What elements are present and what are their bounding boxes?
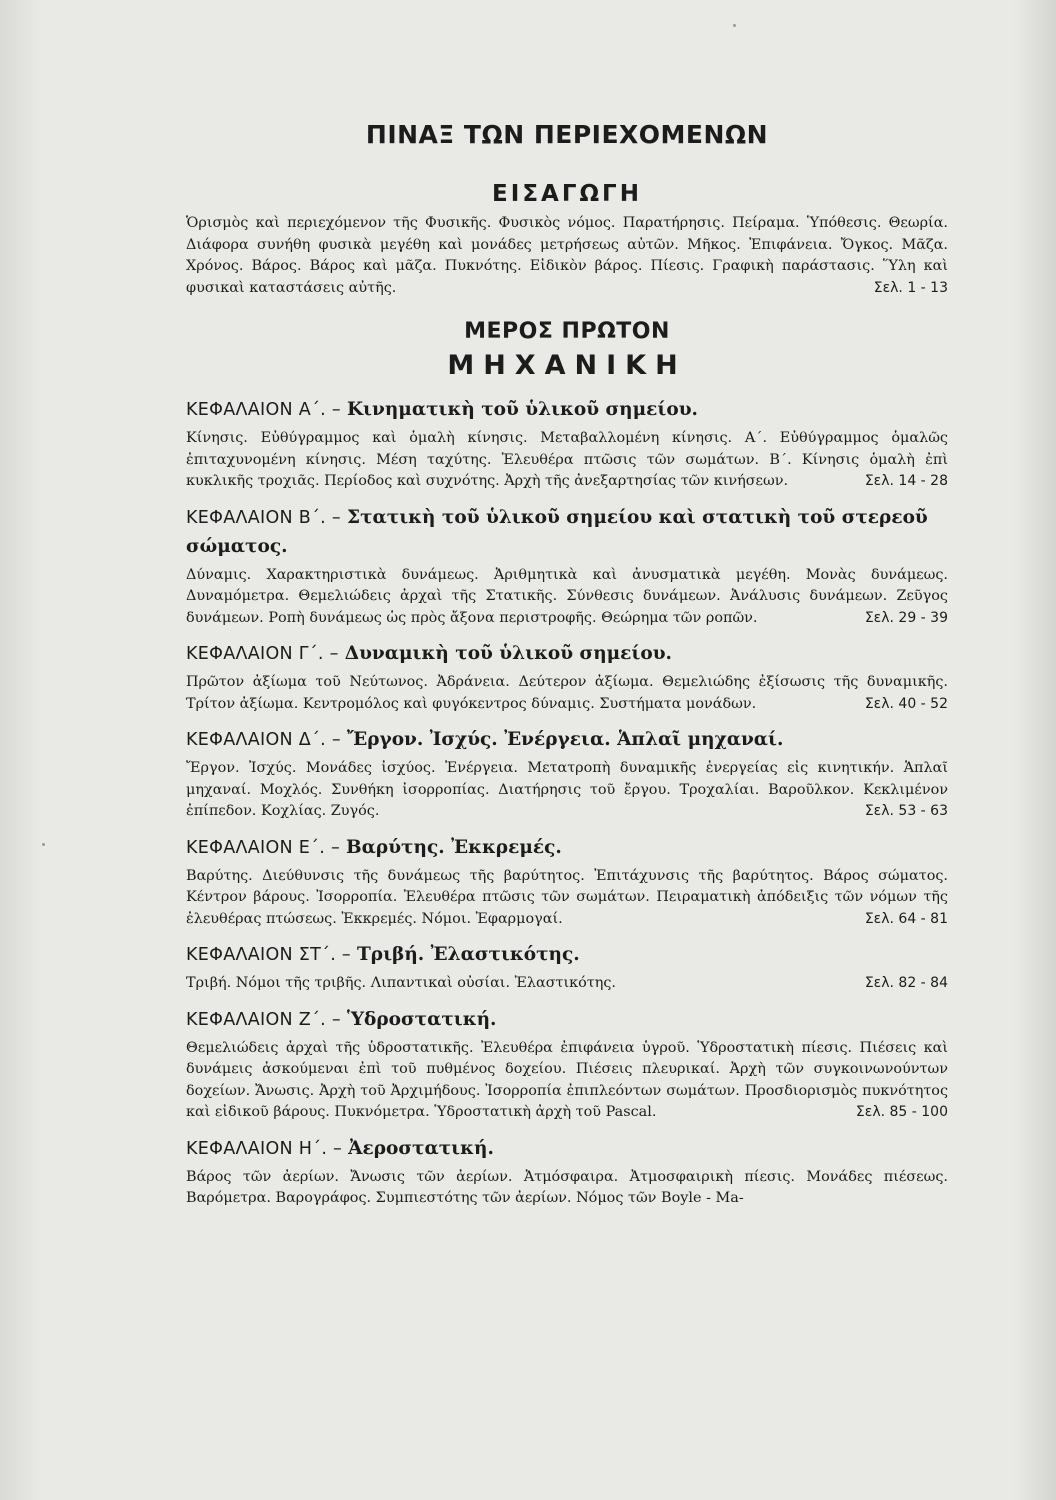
chapter-page-ref: Σελ. 64 - 81: [864, 910, 948, 927]
chapter-description: [186, 1038, 948, 1124]
chapter-text: Θεμελιώδεις ἀρχαὶ τῆς ὑδροστατικῆς. Ἐλευθέρα ἐπιφάνεια ὑγροῦ. Ὑδροστατικὴ πίεσις. Πιέσεις καὶ δυνάμεις ἀσκούμεναι ἐπὶ τοῦ πυθμένος δοχείου. Πιέσεις πλευρικαί. Ἀρχὴ τῶν συγκοινωνούντων δοχείων. Ἄνωσις. Ἀρχὴ τοῦ Ἀρχιμήδους. Ἰσορροπία ἐπιπλεόντων σωμάτων. Προσδιορισμὸς πυκνότητος καὶ εἰδικοῦ βάρους. Πυκνόμετρα. Ὑδροστατικὴ ἀρχὴ τοῦ Pascal.: [186, 1039, 948, 1120]
chapter-title: Ὑδροστατική.: [346, 1008, 497, 1030]
chapter-entry: [186, 1005, 948, 1124]
toc-content: [186, 120, 948, 1210]
intro-entry: [186, 213, 948, 299]
chapter-title: Βαρύτης. Ἐκκρεμές.: [346, 836, 562, 858]
chapter-heading: [186, 395, 948, 424]
chapter-entry: [186, 639, 948, 715]
chapter-entry: [186, 1134, 948, 1210]
chapter-description: [186, 866, 948, 931]
chapter-title: Δυναμικὴ τοῦ ὑλικοῦ σημείου.: [344, 643, 672, 664]
chapter-description: [186, 672, 948, 715]
chapter-heading: [186, 1005, 948, 1034]
chapter-text: Ἔργον. Ἰσχύς. Μονάδες ἰσχύος. Ἐνέργεια. Μετατροπὴ δυναμικῆς ἐνεργείας εἰς κινητικήν. Ἁπλαῖ μηχαναί. Μοχλός. Συνθήκη ἰσορροπίας. Διατήρησις τοῦ ἔργου. Τροχαλίαι. Βαροῦλκον. Κεκλιμένον ἐπίπεδον. Κοχλίας. Ζυγός.: [186, 760, 948, 819]
paper-speck: [42, 843, 45, 846]
chapter-heading: [186, 725, 948, 754]
toc-title: ΠΙΝΑΞ ΤΩΝ ΠΕΡΙΕΧΟΜΕΝΩΝ: [365, 120, 769, 149]
chapter-description: [186, 1167, 948, 1210]
chapter-title: Τριβή. Ἐλαστικότης.: [357, 944, 580, 965]
chapter-entry: [186, 940, 948, 995]
chapter-text: Βάρος τῶν ἀερίων. Ἄνωσις τῶν ἀερίων. Ἀτμόσφαιρα. Ἀτμοσφαιρικὴ πίεσις. Μονάδες πιέσεως. Βαρόμετρα. Βαρογράφος. Συμπιεστότης τῶν ἀερίων. Νόμος τῶν Boyle - Ma-: [186, 1168, 948, 1206]
part-heading: ΜΕΡΟΣ ΠΡΩΤΟΝ: [464, 319, 670, 344]
intro-heading: ΕΙΣΑΓΩΓΗ: [492, 181, 642, 207]
chapter-page-ref: Σελ. 85 - 100: [855, 1104, 948, 1120]
paper-speck: [733, 24, 736, 27]
chapter-heading: [186, 1134, 948, 1163]
chapter-text: Βαρύτης. Διεύθυνσις τῆς δυνάμεως τῆς βαρύτητος. Ἐπιτάχυνσις τῆς βαρύτητος. Βάρος σώματος. Κέντρον βάρους. Ἰσορροπία. Ἐλευθέρα πτῶσις τῶν σωμάτων. Πειραματικὴ ἀπόδειξις τῶν νόμων τῆς ἐλευθέρας πτώσεως. Ἐκκρεμές. Νόμοι. Ἐφαρμογαί.: [186, 867, 948, 927]
intro-page-ref: Σελ. 1 - 13: [873, 279, 948, 296]
chapter-heading: [186, 940, 948, 969]
chapter-text: Πρῶτον ἀξίωμα τοῦ Νεύτωνος. Ἀδράνεια. Δεύτερον ἀξίωμα. Θεμελιώδης ἐξίσωσις τῆς δυναμικῆς. Τρίτον ἀξίωμα. Κεντρομόλος καὶ φυγόκεντρος δύναμις. Συστήματα μονάδων.: [186, 674, 948, 712]
chapter-text: Δύναμις. Χαρακτηριστικὰ δυνάμεως. Ἀριθμητικὰ καὶ ἀνυσματικὰ μεγέθη. Μονὰς δυνάμεως. Δυναμόμετρα. Θεμελιώδεις ἀρχαὶ τῆς Στατικῆς. Σύνθεσις δυνάμεων. Ἀνάλυσις δυνάμεων. Ζεῦγος δυνάμεων. Ροπὴ δυνάμεως ὡς πρὸς ἄξονα περιστροφῆς. Θεώρημα τῶν ροπῶν.: [186, 566, 948, 626]
chapter-description: [186, 565, 948, 630]
chapter-label: ΚΕΦΑΛΑΙΟΝ Η΄. –: [186, 1138, 343, 1159]
chapter-heading: [186, 503, 948, 561]
chapter-page-ref: Σελ. 14 - 28: [864, 473, 948, 489]
chapter-title: Κινηματικὴ τοῦ ὑλικοῦ σημείου.: [346, 399, 698, 420]
chapter-description: [186, 973, 948, 995]
chapter-entry: [186, 395, 948, 493]
part-subheading: ΜΗΧΑΝΙΚΗ: [447, 350, 687, 381]
chapter-heading: [186, 833, 948, 862]
chapter-text: Κίνησις. Εὐθύγραμμος καὶ ὁμαλὴ κίνησις. Μεταβαλλομένη κίνησις. Α΄. Εὐθύγραμμος ὁμαλῶς ἐπιταχυνομένη κίνησις. Μέση ταχύτης. Ἐλευθέρα πτῶσις τῶν σωμάτων. Β΄. Κίνησις ὁμαλὴ ἐπὶ κυκλικῆς τροχιᾶς. Περίοδος καὶ συχνότης. Ἀρχὴ τῆς ἀνεξαρτησίας τῶν κινήσεων.: [186, 430, 948, 489]
chapter-text: Τριβή. Νόμοι τῆς τριβῆς. Λιπαντικαὶ οὐσίαι. Ἐλαστικότης.: [186, 975, 617, 991]
chapter-label: ΚΕΦΑΛΑΙΟΝ Ε΄. –: [186, 837, 340, 858]
chapter-title: Στατικὴ τοῦ ὑλικοῦ σημείου καὶ στατικὴ τοῦ στερεοῦ σώματος.: [186, 506, 928, 557]
chapter-page-ref: Σελ. 40 - 52: [864, 695, 948, 712]
chapter-label: ΚΕΦΑΛΑΙΟΝ Δ΄. –: [186, 730, 341, 750]
chapter-label: ΚΕΦΑΛΑΙΟΝ Ζ΄. –: [186, 1009, 341, 1030]
chapter-title: Ἔργον. Ἰσχύς. Ἐνέργεια. Ἁπλαῖ μηχαναί.: [346, 729, 784, 750]
chapter-title: Ἀεροστατική.: [348, 1137, 494, 1159]
chapter-entry: [186, 833, 948, 931]
chapter-label: ΚΕΦΑΛΑΙΟΝ Α΄. –: [186, 400, 341, 420]
chapter-label: ΚΕΦΑΛΑΙΟΝ ΣΤ΄. –: [186, 945, 351, 965]
chapter-page-ref: Σελ. 29 - 39: [864, 609, 948, 626]
chapter-label: ΚΕΦΑΛΑΙΟΝ Γ΄. –: [186, 644, 339, 664]
intro-text: Ὁρισμὸς καὶ περιεχόμενον τῆς Φυσικῆς. Φυσικὸς νόμος. Παρατήρησις. Πείραμα. Ὑπόθεσις. Θεωρία. Διάφορα συνήθη φυσικὰ μεγέθη καὶ μονάδες μετρήσεως αὐτῶν. Μῆκος. Ἐπιφάνεια. Ὄγκος. Μᾶζα. Χρόνος. Βάρος. Βάρος καὶ μᾶζα. Πυκνότης. Εἰδικὸν βάρος. Πίεσις. Γραφικὴ παράστασις. Ὕλη καὶ φυσικαὶ καταστάσεις αὐτῆς.: [186, 215, 948, 296]
chapter-description: [186, 428, 948, 493]
chapter-description: [186, 758, 948, 823]
chapter-list: [186, 395, 948, 1210]
chapter-entry: [186, 725, 948, 823]
chapter-label: ΚΕΦΑΛΑΙΟΝ Β΄. –: [186, 507, 341, 528]
chapter-page-ref: Σελ. 53 - 63: [864, 803, 948, 819]
chapter-page-ref: Σελ. 82 - 84: [864, 975, 948, 991]
chapter-heading: [186, 639, 948, 668]
chapter-entry: [186, 503, 948, 630]
